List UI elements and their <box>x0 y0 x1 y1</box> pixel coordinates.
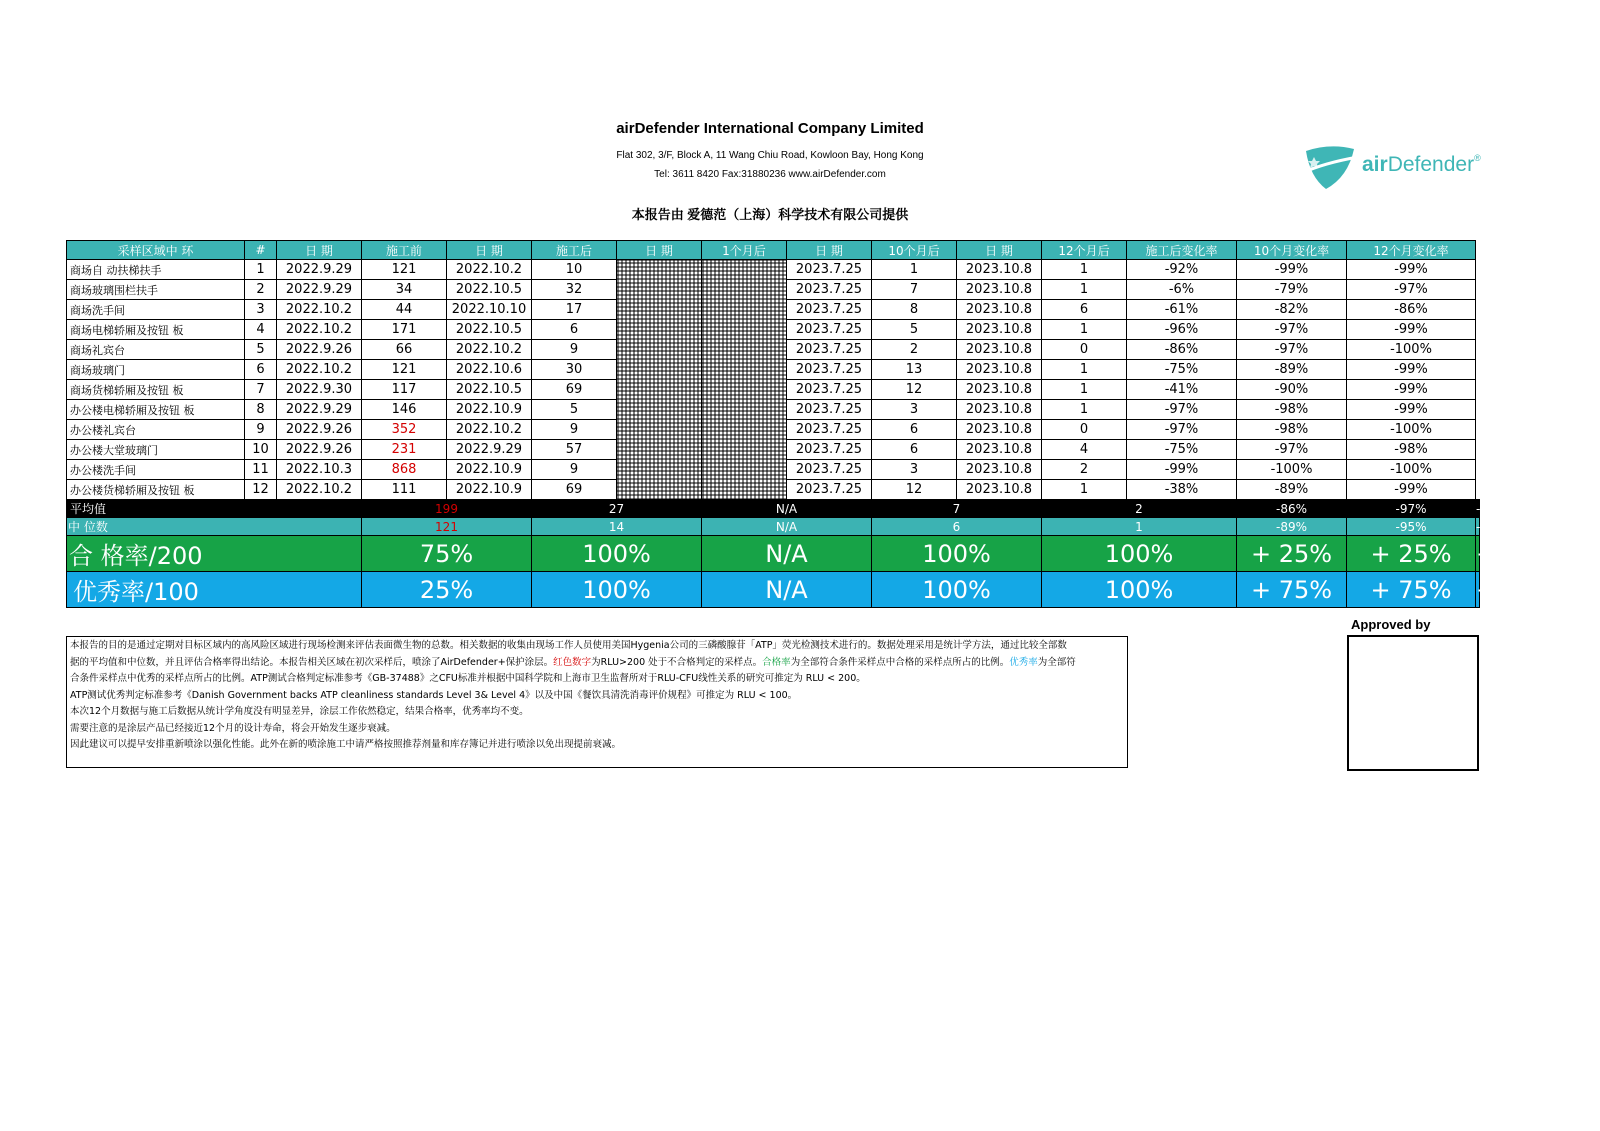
row-number: 10 <box>245 440 277 460</box>
column-header: 日 期 <box>957 241 1042 260</box>
table-cell: + 25% <box>1476 536 1480 572</box>
table-cell: 2 <box>1042 500 1237 518</box>
month10-change-rate: -100% <box>1237 460 1347 480</box>
column-header: 施工后变化率 <box>1127 241 1237 260</box>
sampling-area: 商场货梯轿厢及按钮 板 <box>67 380 245 400</box>
month10-change-rate: -90% <box>1237 380 1347 400</box>
month10-value: 5 <box>872 320 957 340</box>
table-cell: 7 <box>872 500 1042 518</box>
notes-line-4: ATP测试优秀判定标准参考《Danish Government backs ATP cleanliness standards Level 3& Level 4》以及中国《餐饮具清洗消毒评价规程》可推定为 RLU < 100。 <box>70 689 798 701</box>
month12-change-rate: -99% <box>1347 400 1476 420</box>
table-cell: 6 <box>872 518 1042 536</box>
sampling-area: 商场自 动扶梯扶手 <box>67 260 245 280</box>
table-cell: + 25% <box>1347 536 1476 572</box>
table-cell: 2023.7.25 <box>787 300 872 320</box>
table-cell: 2023.7.25 <box>787 400 872 420</box>
table-cell: 2023.7.25 <box>787 380 872 400</box>
table-cell: -99% <box>1476 501 1508 516</box>
pre-value: 171 <box>362 320 447 340</box>
notes-line-7: 因此建议可以提早安排重新喷涂以强化性能。此外在新的喷涂施工中请严格按照推荐剂量和库存簿记并进行喷涂以免出现提前衰减。 <box>70 739 622 750</box>
month10-change-rate: -79% <box>1237 280 1347 300</box>
post-value: 30 <box>532 360 617 380</box>
table-cell: 2023.7.25 <box>787 320 872 340</box>
month12-change-rate: -100% <box>1347 420 1476 440</box>
atp-results-table <box>66 240 1558 608</box>
table-cell: 2022.9.26 <box>277 340 362 360</box>
row-number: 2 <box>245 280 277 300</box>
month10-change-rate: -97% <box>1237 320 1347 340</box>
average-row <box>67 500 1480 518</box>
table-cell: 2022.10.9 <box>447 480 532 500</box>
month12-change-rate: -99% <box>1347 320 1476 340</box>
table-cell: 2023.7.25 <box>787 420 872 440</box>
month10-value: 3 <box>872 400 957 420</box>
month12-change-rate: -99% <box>1347 480 1476 500</box>
post-value: 57 <box>532 440 617 460</box>
pass-rate-row-label: 合 格率/200 <box>67 536 362 572</box>
sampling-area: 商场礼宾台 <box>67 340 245 360</box>
excellent-rate-row-label: 优秀率/100 <box>67 572 362 608</box>
month12-value: 1 <box>1042 380 1127 400</box>
month10-change-rate: -98% <box>1237 400 1347 420</box>
table-cell: + 25% <box>1237 536 1347 572</box>
sampling-area: 办公楼货梯轿厢及按钮 板 <box>67 480 245 500</box>
month10-value: 2 <box>872 340 957 360</box>
post-change-rate: -97% <box>1127 420 1237 440</box>
table-cell: 2022.10.6 <box>447 360 532 380</box>
pre-value: 146 <box>362 400 447 420</box>
table-cell: 2022.10.2 <box>447 340 532 360</box>
median-row-label: 中 位数 <box>67 518 362 536</box>
table-cell: 2022.10.2 <box>277 320 362 340</box>
column-header: 日 期 <box>447 241 532 260</box>
table-cell: 2022.10.2 <box>447 420 532 440</box>
month12-change-rate: -99% <box>1347 380 1476 400</box>
month10-value: 6 <box>872 420 957 440</box>
month12-change-rate: -86% <box>1347 300 1476 320</box>
table-cell: 2022.9.29 <box>277 400 362 420</box>
row-number: 4 <box>245 320 277 340</box>
table-cell: 2023.10.8 <box>957 320 1042 340</box>
column-header: 采样区域中 环 <box>67 241 245 260</box>
average-row-label: 平均值 <box>67 500 362 518</box>
post-value: 10 <box>532 260 617 280</box>
row-number: 6 <box>245 360 277 380</box>
month10-value: 13 <box>872 360 957 380</box>
month10-change-rate: -89% <box>1237 360 1347 380</box>
month10-value: 1 <box>872 260 957 280</box>
notes-line-3: 合条件采样点中优秀的采样点所占的比例。ATP测试合格判定标准参考《GB-37488》之CFU标准并根据中国科学院和上海市卫生监督所对于RLU-CFU线性关系的研究可推定为 RLU < 200。 <box>70 673 866 684</box>
company-address: Flat 302, 3/F, Block A, 11 Wang Chiu Road, Kowloon Bay, Hong Kong <box>616 150 924 161</box>
post-value: 9 <box>532 420 617 440</box>
table-cell: 2022.9.29 <box>447 440 532 460</box>
table-cell: 2023.10.8 <box>957 280 1042 300</box>
pre-value: 34 <box>362 280 447 300</box>
table-cell: 2022.10.5 <box>447 280 532 300</box>
table-cell: 27 <box>532 500 702 518</box>
column-header: 10个月变化率 <box>1237 241 1347 260</box>
table-header-row <box>67 241 1480 260</box>
post-change-rate: -75% <box>1127 360 1237 380</box>
table-cell: 121 <box>362 518 532 536</box>
table-cell: 100% <box>532 572 702 608</box>
row-number: 12 <box>245 480 277 500</box>
table-cell: 25% <box>362 572 532 608</box>
pre-value: 111 <box>362 480 447 500</box>
month12-value: 1 <box>1042 400 1127 420</box>
redacted-1month-cell <box>702 260 787 500</box>
month10-change-rate: -97% <box>1237 340 1347 360</box>
table-cell: 100% <box>1042 572 1237 608</box>
post-change-rate: -41% <box>1127 380 1237 400</box>
row-number: 11 <box>245 460 277 480</box>
month10-change-rate: -82% <box>1237 300 1347 320</box>
table-cell: 2022.10.5 <box>447 380 532 400</box>
table-cell: 1 <box>1042 518 1237 536</box>
month12-value: 2 <box>1042 460 1127 480</box>
table-cell: -99% <box>1476 519 1508 534</box>
report-subtitle: 本报告由 爱德范（上海）科学技术有限公司提供 <box>631 207 909 222</box>
table-cell: + 75% <box>1347 572 1476 608</box>
post-change-rate: -75% <box>1127 440 1237 460</box>
table-cell: 2023.7.25 <box>787 280 872 300</box>
report-notes <box>66 636 1128 768</box>
table-cell: N/A <box>702 572 872 608</box>
row-number: 3 <box>245 300 277 320</box>
pre-value: 352 <box>362 420 447 440</box>
table-cell: 199 <box>362 500 532 518</box>
sampling-area: 商场玻璃围栏扶手 <box>67 280 245 300</box>
column-header: # <box>245 241 277 260</box>
table-cell: -97% <box>1347 500 1476 518</box>
table-cell: 2022.10.2 <box>277 480 362 500</box>
table-cell: 2023.10.8 <box>957 420 1042 440</box>
table-cell: 2023.10.8 <box>957 380 1042 400</box>
table-cell: 2023.7.25 <box>787 360 872 380</box>
column-header: 施工后 <box>532 241 617 260</box>
pre-value: 117 <box>362 380 447 400</box>
table-cell: 2022.9.29 <box>277 260 362 280</box>
column-header: 1个月后 <box>702 241 787 260</box>
post-change-rate: -61% <box>1127 300 1237 320</box>
post-value: 5 <box>532 400 617 420</box>
sampling-area: 办公楼电梯轿厢及按钮 板 <box>67 400 245 420</box>
column-header: 10个月后 <box>872 241 957 260</box>
airdefender-logo <box>1300 143 1500 193</box>
month12-value: 0 <box>1042 340 1127 360</box>
table-cell: 2023.7.25 <box>787 480 872 500</box>
table-cell: 2023.7.25 <box>787 440 872 460</box>
month12-value: 1 <box>1042 320 1127 340</box>
logo-wordmark: airDefender® <box>1362 153 1481 176</box>
post-change-rate: -92% <box>1127 260 1237 280</box>
approved-by-label: Approved by <box>1351 617 1431 632</box>
row-number: 9 <box>245 420 277 440</box>
pre-value: 44 <box>362 300 447 320</box>
sampling-area: 办公楼洗手间 <box>67 460 245 480</box>
redacted-date-cell <box>617 260 702 500</box>
table-cell: 2022.10.2 <box>277 300 362 320</box>
table-cell: + 75% <box>1237 572 1347 608</box>
column-header: 12个月后 <box>1042 241 1127 260</box>
table-cell: 2023.7.25 <box>787 260 872 280</box>
notes-line-2: 据的平均值和中位数，并且评估合格率得出结论。本报告相关区域在初次采样后，喷涂了AirDefender+保护涂层。红色数字为RLU>200 处于不合格判定的采样点。合格率为全部符合条件采样点中合格的采样点所占的比例。优秀率为全部符 <box>70 656 1076 668</box>
month10-change-rate: -98% <box>1237 420 1347 440</box>
post-value: 17 <box>532 300 617 320</box>
post-value: 9 <box>532 460 617 480</box>
month10-value: 12 <box>872 480 957 500</box>
table-cell: 2023.10.8 <box>957 260 1042 280</box>
table-cell: N/A <box>702 536 872 572</box>
table-cell: 2022.10.9 <box>447 400 532 420</box>
table-cell: 2023.10.8 <box>957 360 1042 380</box>
post-change-rate: -97% <box>1127 400 1237 420</box>
post-value: 69 <box>532 480 617 500</box>
shield-logo-icon <box>1300 143 1360 193</box>
column-header: 日 期 <box>617 241 702 260</box>
month12-value: 1 <box>1042 480 1127 500</box>
month12-value: 1 <box>1042 260 1127 280</box>
month10-change-rate: -97% <box>1237 440 1347 460</box>
pass-rate-row <box>67 536 1480 572</box>
table-cell: N/A <box>702 518 872 536</box>
table-cell: 2023.10.8 <box>957 460 1042 480</box>
table-cell: 2023.7.25 <box>787 460 872 480</box>
sampling-area: 商场洗手间 <box>67 300 245 320</box>
table-cell: 2022.10.3 <box>277 460 362 480</box>
month12-change-rate: -100% <box>1347 340 1476 360</box>
table-cell: 2022.10.10 <box>447 300 532 320</box>
table-cell: 2023.10.8 <box>957 440 1042 460</box>
table-cell: 2023.10.8 <box>957 340 1042 360</box>
table-cell: 2022.9.29 <box>277 280 362 300</box>
table-cell: 100% <box>872 572 1042 608</box>
notes-line-6: 需要注意的是涂层产品已经接近12个月的设计寿命，将会开始发生逐步衰减。 <box>70 722 396 734</box>
company-name: airDefender International Company Limited <box>616 120 924 137</box>
month10-value: 8 <box>872 300 957 320</box>
table-cell: N/A <box>702 500 872 518</box>
signature-box[interactable] <box>1347 635 1479 771</box>
sampling-area: 办公楼大堂玻璃门 <box>67 440 245 460</box>
column-header: 日 期 <box>277 241 362 260</box>
post-value: 69 <box>532 380 617 400</box>
notes-line-1: 本报告的目的是通过定期对目标区域内的高风险区域进行现场检测来评估表面微生物的总数。相关数据的收集由现场工作人员使用美国Hygenia公司的三磷酸腺苷「ATP」荧光检测技术进行的。数据处理采用是统计学方法，通过比较全部数 <box>70 640 1067 651</box>
row-number: 1 <box>245 260 277 280</box>
table-cell: 2022.9.26 <box>277 440 362 460</box>
table-cell: 2022.9.26 <box>277 420 362 440</box>
table-cell: 100% <box>1042 536 1237 572</box>
row-number: 8 <box>245 400 277 420</box>
table-cell: -86% <box>1237 500 1347 518</box>
company-contact: Tel: 3611 8420 Fax:31880236 www.airDefender.com <box>654 169 886 180</box>
pre-value: 868 <box>362 460 447 480</box>
pre-value: 66 <box>362 340 447 360</box>
column-header: 施工前 <box>362 241 447 260</box>
table-cell: 2022.10.2 <box>447 260 532 280</box>
month10-value: 3 <box>872 460 957 480</box>
column-header: 12个月变化率 <box>1347 241 1476 260</box>
table-cell: 100% <box>532 536 702 572</box>
post-value: 6 <box>532 320 617 340</box>
column-header: 日 期 <box>787 241 872 260</box>
table-cell: + 75% <box>1476 572 1480 608</box>
table-cell: 2023.10.8 <box>957 300 1042 320</box>
month10-value: 12 <box>872 380 957 400</box>
sampling-area: 办公楼礼宾台 <box>67 420 245 440</box>
pre-value: 121 <box>362 260 447 280</box>
table-cell: -89% <box>1237 518 1347 536</box>
month12-value: 4 <box>1042 440 1127 460</box>
month12-value: 1 <box>1042 280 1127 300</box>
post-change-rate: -38% <box>1127 480 1237 500</box>
post-change-rate: -86% <box>1127 340 1237 360</box>
month10-change-rate: -89% <box>1237 480 1347 500</box>
month10-value: 6 <box>872 440 957 460</box>
table-cell: 2023.10.8 <box>957 400 1042 420</box>
month12-value: 0 <box>1042 420 1127 440</box>
row-number: 5 <box>245 340 277 360</box>
table-cell: 14 <box>532 518 702 536</box>
table-cell: 2022.10.9 <box>447 460 532 480</box>
table-cell: 2023.10.8 <box>957 480 1042 500</box>
month12-value: 6 <box>1042 300 1127 320</box>
month12-change-rate: -99% <box>1347 260 1476 280</box>
table-cell: 2022.9.30 <box>277 380 362 400</box>
month12-change-rate: -98% <box>1347 440 1476 460</box>
table-cell: -95% <box>1347 518 1476 536</box>
sampling-area: 商场电梯轿厢及按钮 板 <box>67 320 245 340</box>
month10-value: 7 <box>872 280 957 300</box>
table-cell: 2022.10.5 <box>447 320 532 340</box>
notes-line-5: 本次12个月数据与施工后数据从统计学角度没有明显差异，涂层工作依然稳定，结果合格率，优秀率均不变。 <box>70 706 529 717</box>
post-change-rate: -99% <box>1127 460 1237 480</box>
post-value: 32 <box>532 280 617 300</box>
excellent-rate-row <box>67 572 1480 608</box>
table-cell: 75% <box>362 536 532 572</box>
median-row <box>67 518 1480 536</box>
post-value: 9 <box>532 340 617 360</box>
table-cell: 2022.10.2 <box>277 360 362 380</box>
pre-value: 231 <box>362 440 447 460</box>
month12-change-rate: -100% <box>1347 460 1476 480</box>
month10-change-rate: -99% <box>1237 260 1347 280</box>
sampling-area: 商场玻璃门 <box>67 360 245 380</box>
month12-change-rate: -99% <box>1347 360 1476 380</box>
pre-value: 121 <box>362 360 447 380</box>
table-cell: 2023.7.25 <box>787 340 872 360</box>
month12-change-rate: -97% <box>1347 280 1476 300</box>
post-change-rate: -96% <box>1127 320 1237 340</box>
table-row <box>67 260 1480 280</box>
month12-value: 1 <box>1042 360 1127 380</box>
row-number: 7 <box>245 380 277 400</box>
post-change-rate: -6% <box>1127 280 1237 300</box>
table-cell: 100% <box>872 536 1042 572</box>
